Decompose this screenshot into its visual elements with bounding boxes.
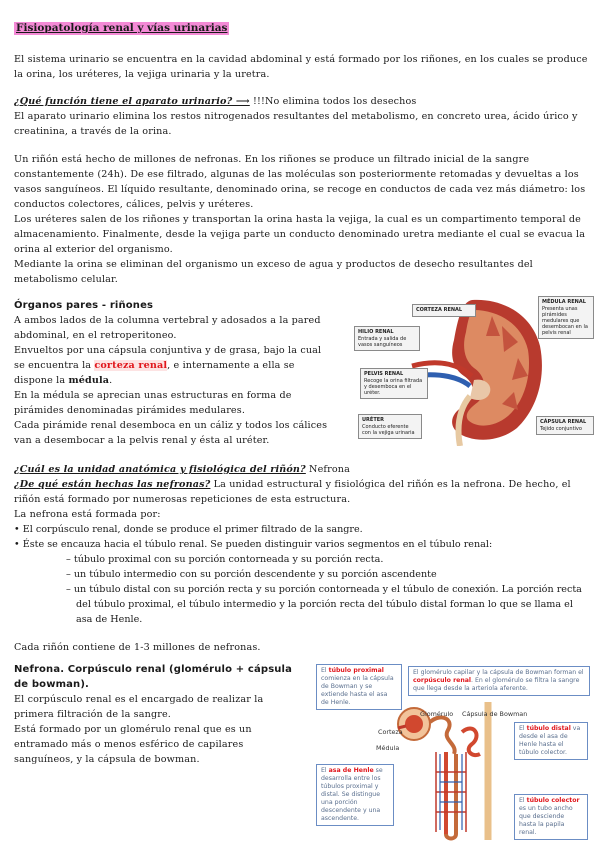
medula-renal-callout [538, 296, 594, 339]
pelvis-desc: Recoge la orina filtrada y desemboca en el uréter. [364, 378, 423, 396]
organos-p1: A ambos lados de la columna vertebral y adosados a la pared abdominal, en el retroperitoneo. [14, 315, 321, 341]
function-section [14, 94, 588, 139]
organos-p2-end: . [109, 375, 113, 386]
sub-text: un túbulo intermedio con su porción descendente y su porción ascendente [73, 569, 437, 580]
ureter-label: URÉTER [362, 417, 385, 423]
organos-p4: Cada pirámide renal desemboca en un cáliz y todos los cálices van a desembocar a la pelvis renal y ésta al uréter. [14, 420, 328, 446]
nefrona-parts-list [14, 522, 590, 552]
tubulo-proximal-callout [316, 664, 402, 710]
function-question-line [14, 94, 588, 109]
capsula-renal-callout [536, 416, 594, 435]
organos-p2-text2: , e internamente a ella se dispone la [14, 360, 295, 386]
prox-desc: comienza en la cápsula de Bowman y se extiende hasta el asa de Henle. [321, 675, 394, 706]
tubulo-distal-callout [514, 722, 588, 760]
col-desc: es un tubo ancho que desciende hasta la papila renal. [519, 805, 573, 836]
corteza-label: CORTEZA RENAL [416, 307, 463, 313]
tubulo-segments-list [14, 552, 590, 627]
corteza-label: Corteza [378, 728, 403, 736]
sub-text: túbulo proximal con su porción contorneada y su porción recta. [73, 554, 384, 565]
hilio-renal-callout [354, 326, 420, 351]
unidad-section [14, 462, 590, 655]
corpusculo-p2: Está formado por un glomérulo renal que es un entramado más o menos esférico de capilares sanguíneos, y la cápsula de bowman. [14, 724, 252, 765]
page-title: Fisiopatología renal y vías urinarias [16, 22, 228, 34]
kidney-overview [14, 152, 590, 287]
ureter-desc: Conducto eferente con la vejiga urinaria [362, 424, 415, 436]
glom-desc: . En el glomérulo se filtra la sangre que llega desde la arteriola aferente. [413, 677, 580, 692]
hilio-label: HILIO RENAL [358, 329, 394, 335]
sub-text: un túbulo distal con su porción recta y su porción contorneada y el túbulo de conexión. La porción recta del túbulo proximal, el túbulo intermedio y la porción recta del túbulo distal forman lo que se llama el asa de Henle. [73, 584, 582, 625]
medula-label: MÉDULA RENAL [542, 299, 586, 305]
ureter-callout [358, 414, 422, 439]
list-item: – un túbulo intermedio con su porción descendente y su porción ascendente [66, 569, 437, 580]
capsula-desc: Tejido conjuntivo [540, 426, 582, 432]
corpusculo-p1: El corpúsculo renal es el encargado de realizar la primera filtración de la sangre. [14, 694, 264, 720]
col-pre: El [519, 797, 527, 804]
henle-pre: El [321, 767, 329, 774]
prox-pre: El [321, 667, 329, 674]
glom-pre: El glomérulo capilar y la cápsula de Bowman forman el [413, 669, 584, 676]
nephron-figure [316, 664, 588, 842]
dist-desc: va desde el asa de Henle hasta el túbulo colector. [519, 725, 581, 756]
prox-title: túbulo proximal [328, 667, 384, 674]
medula-desc: Presenta unas pirámides medulares que desembocan en la pelvis renal [542, 306, 588, 336]
tubulo-colector-callout [514, 794, 588, 840]
medula-label: Médula [376, 744, 400, 752]
dist-pre: El [519, 725, 527, 732]
ureter-paragraph: Los uréteres salen de los riñones y transportan la orina hasta la vejiga, la cual es un compartimento temporal de almacenamiento. Finalmente, desde la vejiga parte un conducto denominado uretra mediante el cual se evacua la orina al exterior del organismo. [14, 214, 586, 255]
function-question: ¿Qué función tiene el aparato urinario? ⟶ [14, 96, 250, 107]
urine-paragraph: Mediante la orina se eliminan del organismo un exceso de agua y productos de desecho resultantes del metabolismo celular. [14, 259, 533, 285]
nefronas-question-line [14, 477, 590, 507]
nephron-filter-paragraph: Un riñón está hecho de millones de nefronas. En los riñones se produce un filtrado inicial de la sangre constantemente (24h). De ese filtrado, algunas de las moléculas son posteriormente retomadas y devueltas a los vasos sanguíneos. El líquido resultante, denominado orina, se recoge en conductos de cada vez más diámetro: los conductos colectores, cálices, pelvis y uréteres. [14, 154, 586, 210]
organos-section [14, 298, 332, 448]
intro-paragraph: El sistema urinario se encuentra en la cavidad abdominal y está formado por los riñones, en los cuales se produce la orina, los uréteres, la vejiga urinaria y la uretra. [14, 54, 588, 80]
col-title: túbulo colector [526, 797, 580, 804]
unidad-answer: Nefrona [305, 464, 350, 475]
capsula-bowman-label: Cápsula de Bowman [462, 710, 528, 718]
hilio-desc: Entrada y salida de vasos sanguíneos [358, 336, 407, 348]
function-body: El aparato urinario elimina los restos nitrogenados resultantes del metabolismo, en concreto urea, ácido úrico y creatinina, a través de la orina. [14, 111, 578, 137]
medula-term: médula [68, 375, 110, 386]
corpusculo-callout [408, 666, 590, 696]
organos-heading: Órganos pares - riñones [14, 300, 154, 311]
list-item: – túbulo proximal con su porción contorneada y su porción recta. [66, 554, 384, 565]
henle-desc: se desarrolla entre los túbulos proximal y distal. Se distingue una porción descendente y una ascendente. [321, 767, 383, 822]
nefrona-intro: La nefrona está formada por: [14, 509, 161, 520]
capsula-label: CÁPSULA RENAL [540, 419, 587, 425]
function-answer: !!!No elimina todos los desechos [249, 96, 417, 107]
glom-title: corpúsculo renal [413, 677, 472, 684]
pelvis-renal-callout [360, 368, 428, 399]
henle-title: asa de Henle [328, 767, 374, 774]
organos-p3: En la médula se aprecian unas estructuras en forma de pirámides denominadas pirámides medulares. [14, 390, 292, 416]
nefronas-count: Cada riñón contiene de 1-3 millones de nefronas. [14, 642, 261, 653]
unidad-question-line [14, 462, 590, 477]
list-item: – un túbulo distal con su porción recta y su porción contorneada y el túbulo de conexión. La porción recta del túbulo proximal, el túbulo intermedio y la porción recta del túbulo distal forman lo que se llama el asa de Henle. [66, 584, 582, 625]
nefronas-question: ¿De qué están hechas las nefronas? [14, 479, 211, 490]
list-item: • El corpúsculo renal, donde se produce el primer filtrado de la sangre. [14, 524, 363, 535]
nefronas-answer: La unidad estructural y fisiológica del riñón es la nefrona. De hecho, el riñón está formado por numerosas repeticiones de esta estructura. [14, 479, 571, 505]
corpusculo-heading: Nefrona. Corpúsculo renal (glomérulo + cápsula de bowman). [14, 664, 293, 690]
list-item: • Éste se encauza hacia el túbulo renal. Se pueden distinguir varios segmentos en el túbulo renal: [14, 539, 493, 550]
bullet-text: El corpúsculo renal, donde se produce el primer filtrado de la sangre. [22, 524, 363, 535]
kidney-figure [352, 296, 592, 446]
asa-henle-callout [316, 764, 394, 826]
corteza-renal-highlight: corteza renal [94, 360, 168, 371]
corteza-renal-callout [412, 304, 476, 317]
glomerulo-label: Glomérulo [420, 710, 454, 718]
organos-p2-text: Envueltos por una cápsula conjuntiva y de grasa, bajo la cual se encuentra la [14, 345, 322, 371]
dist-title: túbulo distal [526, 725, 571, 732]
bullet-text: Éste se encauza hacia el túbulo renal. Se pueden distinguir varios segmentos en el túbulo renal: [22, 539, 493, 550]
corpusculo-section [14, 662, 302, 767]
pelvis-label: PELVIS RENAL [364, 371, 404, 377]
unidad-question: ¿Cuál es la unidad anatómica y fisiológica del riñón? [14, 464, 306, 475]
organos-p2 [14, 343, 332, 388]
